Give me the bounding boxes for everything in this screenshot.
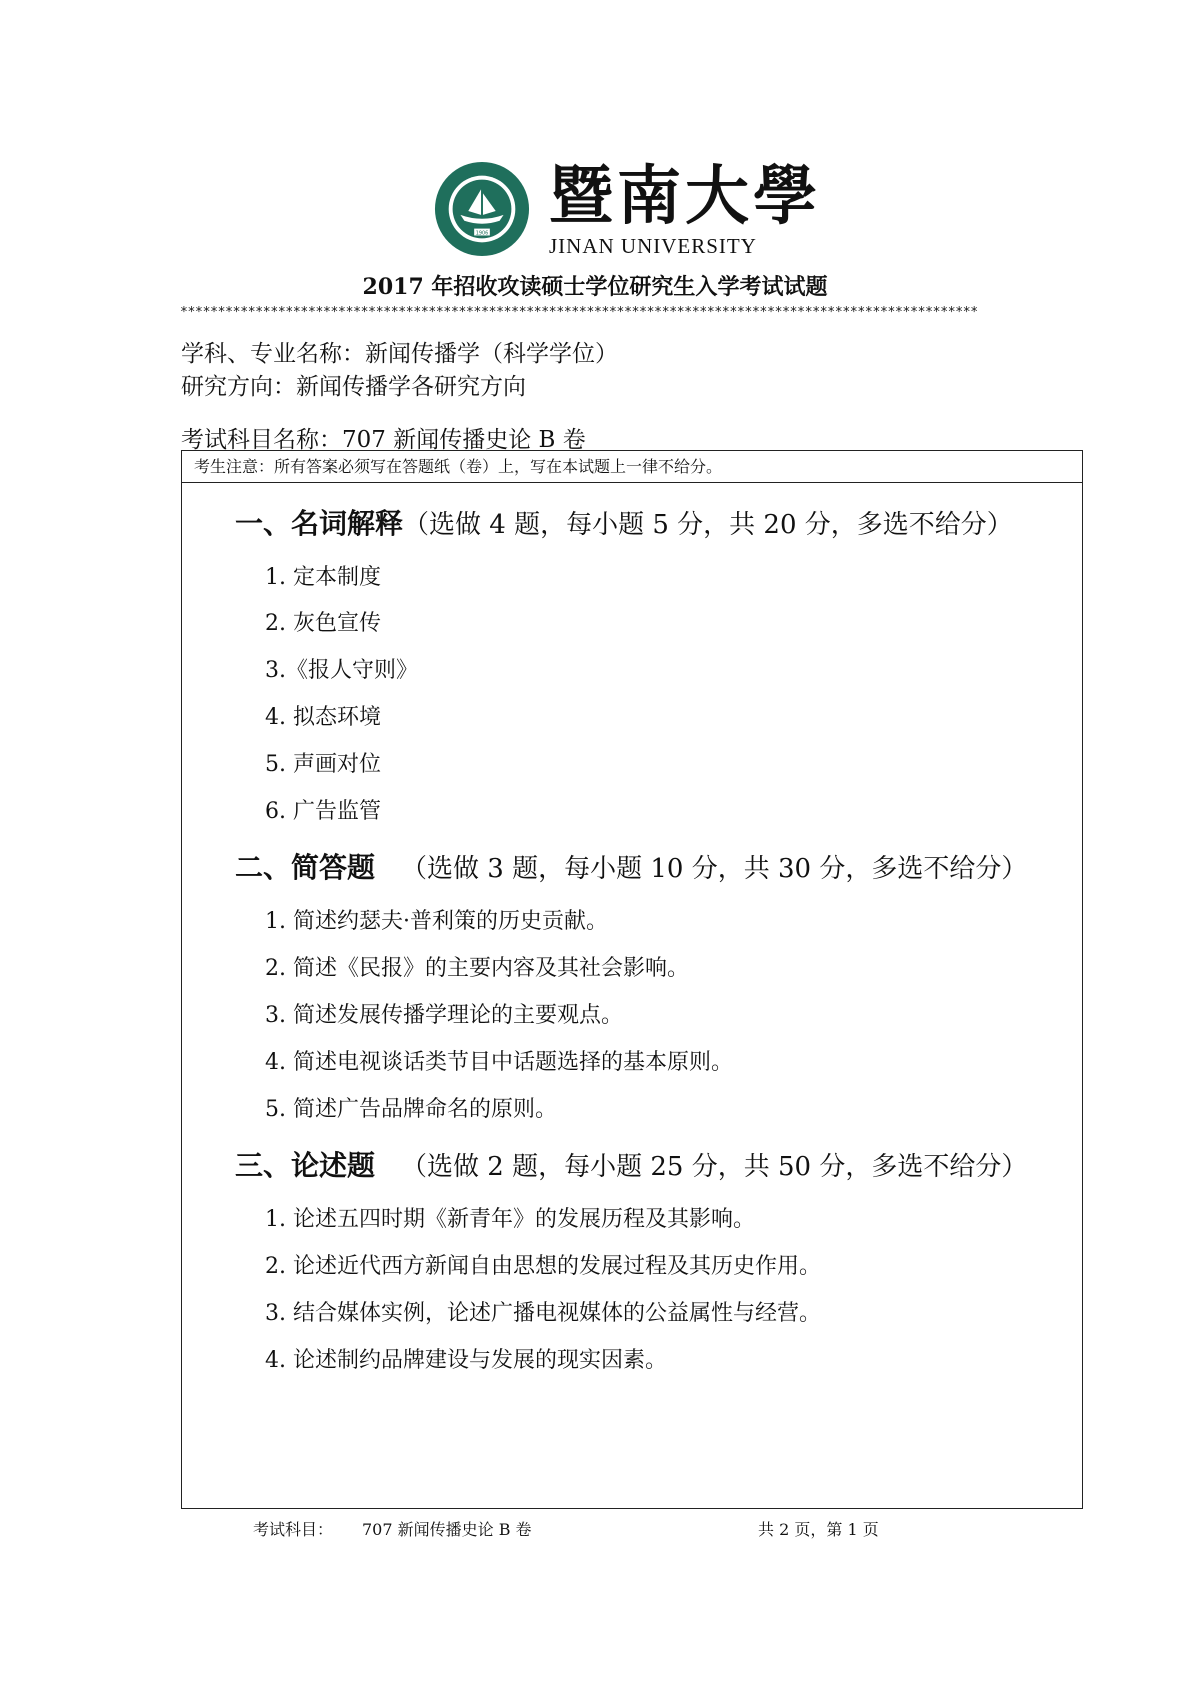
separator-stars: ********************************************************************************************************** [180,305,978,320]
question-item: 1. 论述五四时期《新青年》的发展历程及其影响。 [265,1207,755,1232]
section-desc: （选做 2 题，每小题 25 分，共 50 分，多选不给分） [401,1152,1028,1182]
question-item: 1. 简述约瑟夫·普利策的历史贡献。 [265,909,608,934]
candidate-notice: 考生注意：所有答案必须写在答题纸（卷）上，写在本试题上一律不给分。 [182,451,1082,483]
footer-page-info: 共 2 页，第 1 页 [758,1520,879,1539]
question-item: 5. 简述广告品牌命名的原则。 [265,1097,557,1122]
logo-wordmark [549,159,821,258]
section-title: 一、名词解释 [235,507,404,540]
question-item: 3.《报人守则》 [265,658,418,683]
exam-title: 2017 年招收攻读硕士学位研究生入学考试试题 [362,274,828,300]
question-item: 3. 简述发展传播学理论的主要观点。 [265,1003,623,1028]
question-item: 3. 结合媒体实例，论述广播电视媒体的公益属性与经营。 [265,1301,821,1326]
logo-chinese-name: 暨南大學 [549,159,821,234]
direction-line: 研究方向：新闻传播学各研究方向 [181,374,526,400]
question-item: 6. 广告监管 [265,799,381,824]
question-item: 4. 拟态环境 [265,705,381,730]
subject-line: 学科、专业名称：新闻传播学（科学学位） [181,341,618,367]
university-logo [433,160,821,258]
footer-course-value: 707 新闻传播史论 B 卷 [362,1520,532,1539]
question-item: 2. 论述近代西方新闻自由思想的发展过程及其历史作用。 [265,1254,821,1279]
question-item: 4. 简述电视谈话类节目中话题选择的基本原则。 [265,1050,733,1075]
question-item: 2. 简述《民报》的主要内容及其社会影响。 [265,956,689,981]
section-2-heading [235,846,1027,886]
section-3-heading [235,1144,1027,1184]
logo-english-name: JINAN UNIVERSITY [549,234,757,258]
question-item: 4. 论述制约品牌建设与发展的现实因素。 [265,1348,667,1373]
question-item: 2. 灰色宣传 [265,611,381,636]
section-title: 三、论述题 [235,1149,376,1182]
question-item: 1. 定本制度 [265,565,381,590]
footer-course-label: 考试科目： [253,1520,334,1539]
section-title: 二、简答题 [235,851,376,884]
svg-text:1906: 1906 [475,230,489,237]
university-seal-icon [433,160,531,258]
section-1-heading [235,502,1013,542]
question-item: 5. 声画对位 [265,752,381,777]
section-desc: （选做 4 题，每小题 5 分，共 20 分，多选不给分） [403,510,1013,540]
section-desc: （选做 3 题，每小题 10 分，共 30 分，多选不给分） [401,854,1028,884]
course-line: 考试科目名称：707 新闻传播史论 B 卷 [181,427,586,453]
